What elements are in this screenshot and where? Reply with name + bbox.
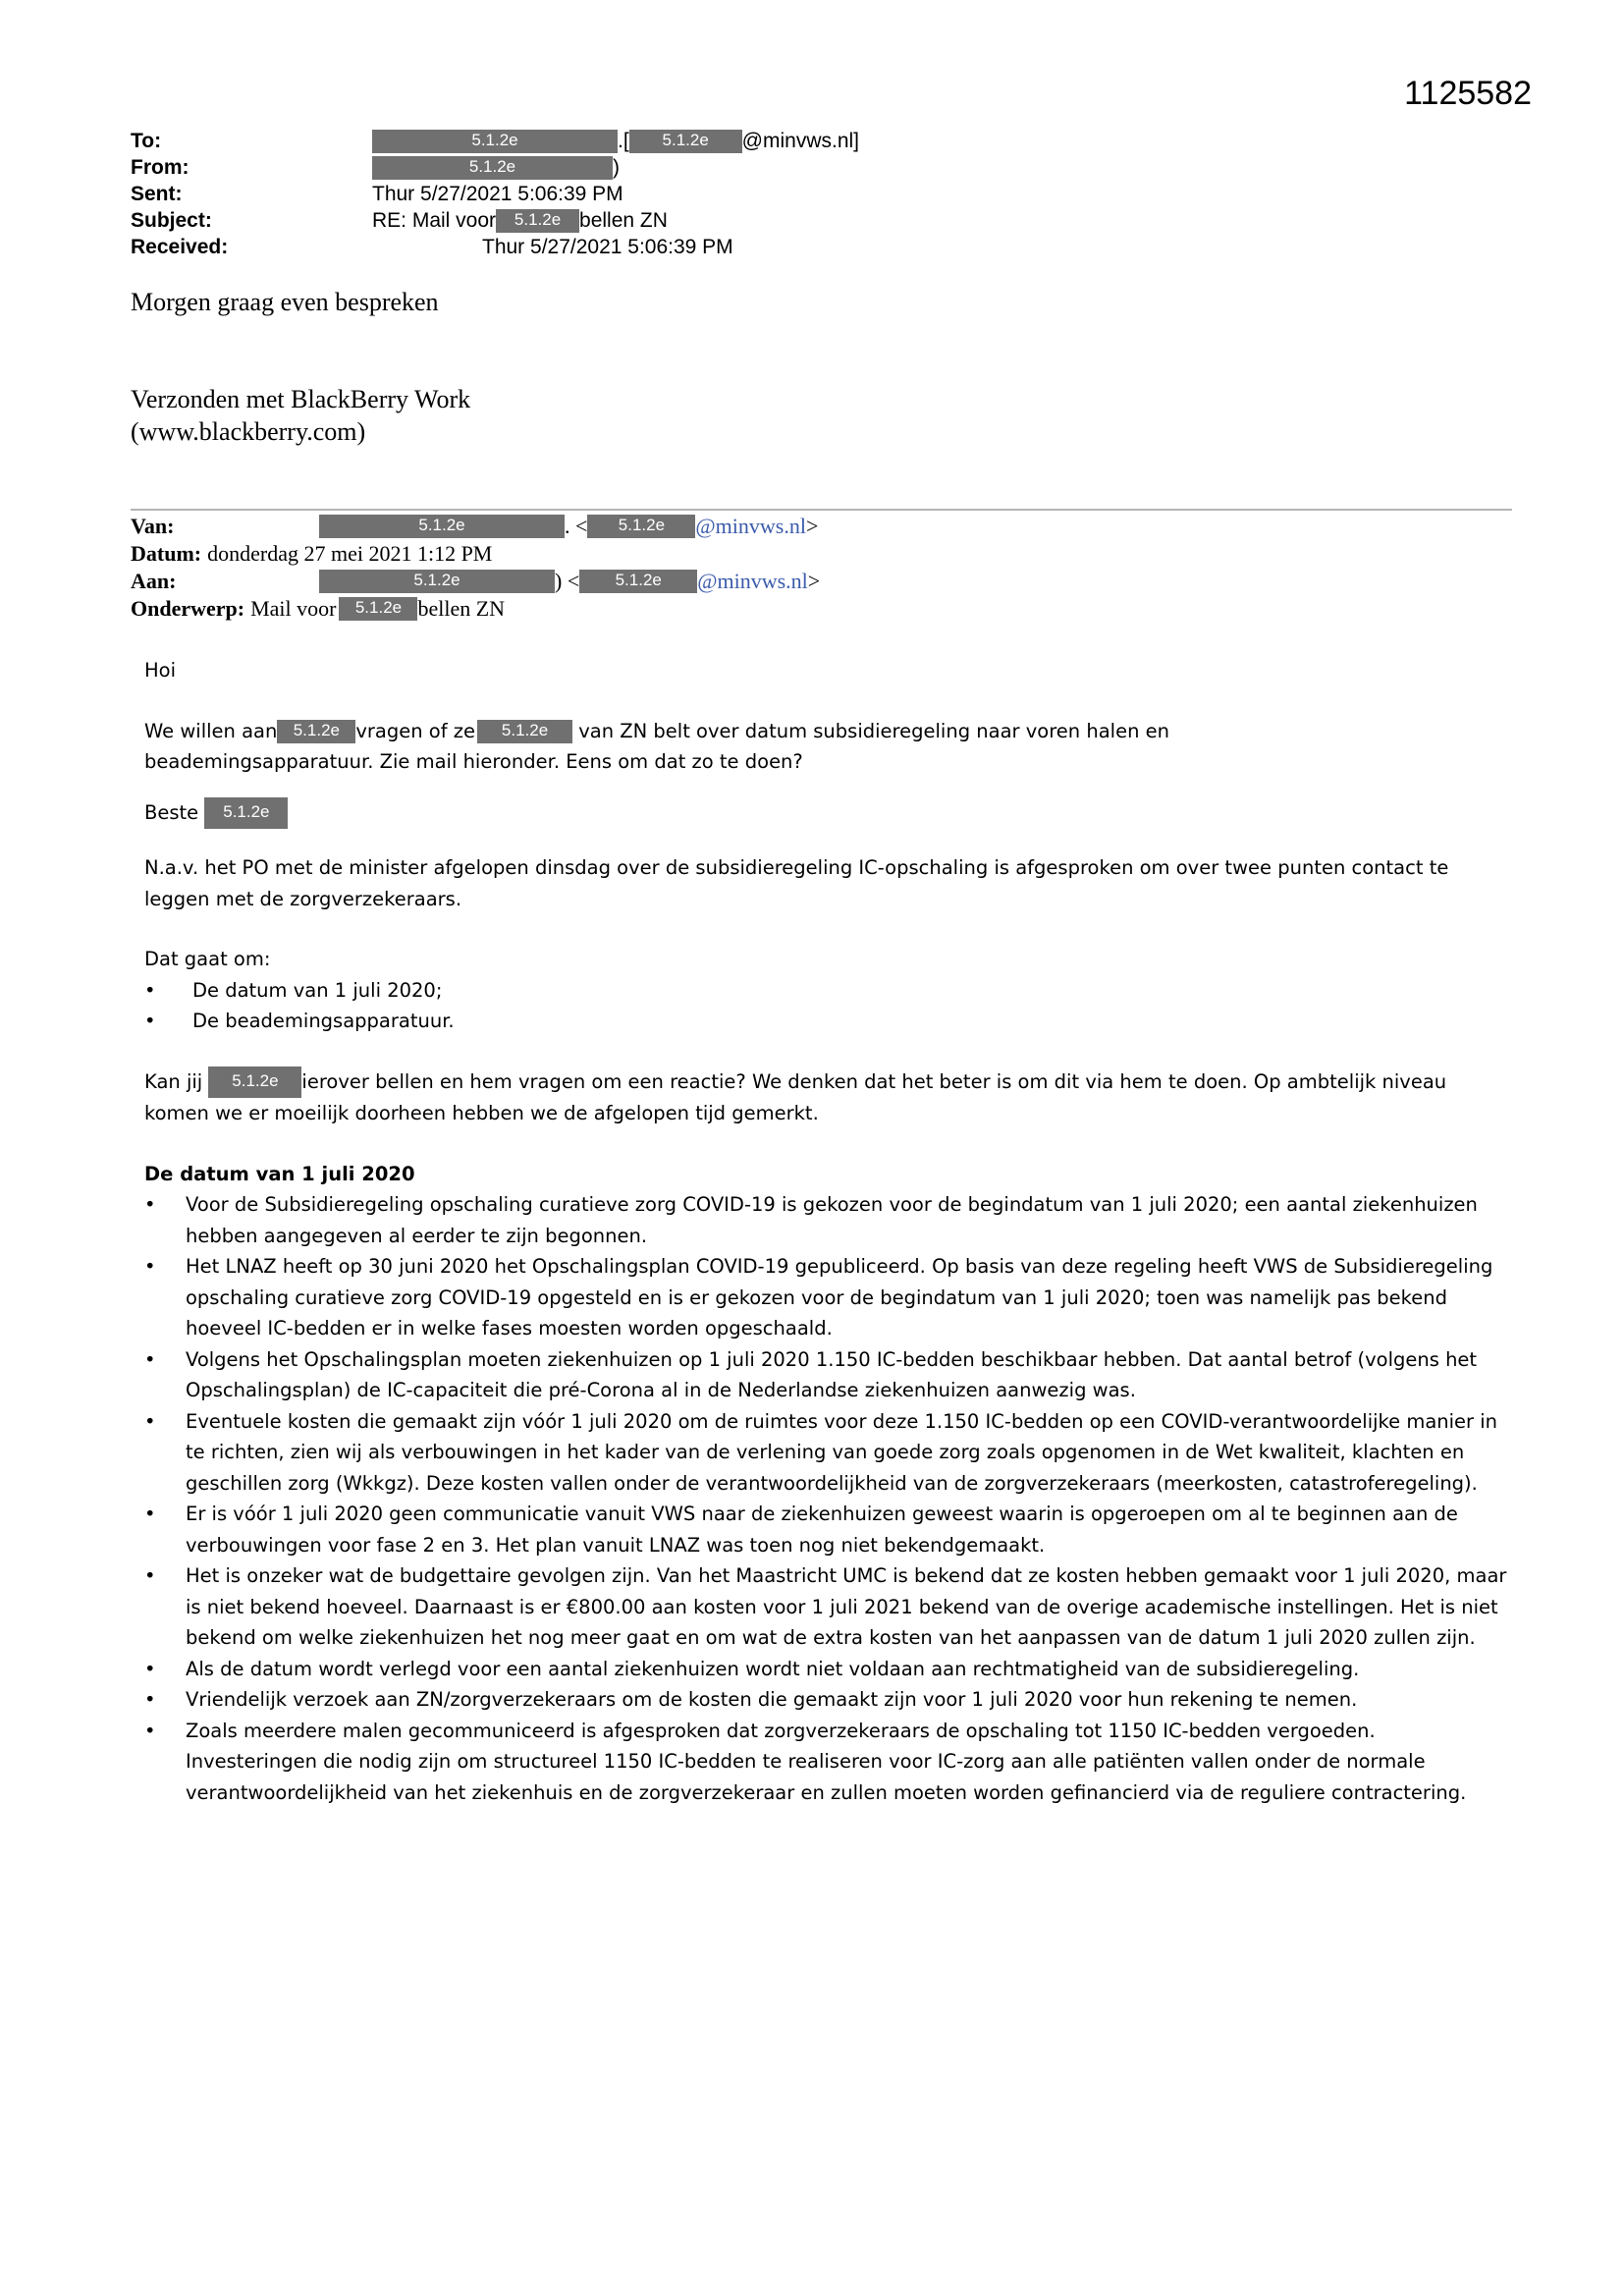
header-to-row — [131, 128, 859, 154]
list-item: • Voor de Subsidieregeling opschaling curatieve zorg COVID-19 is gekozen voor de begindatum van 1 juli 2020; een aantal ziekenhuizen hebben aangegeven al eerder te zijn begonnen. — [144, 1189, 1509, 1251]
sent-label: Sent: — [131, 183, 183, 205]
divider — [131, 509, 1512, 511]
message-body — [144, 655, 1509, 1808]
text-fragment: beademingsapparatuur. Zie mail hieronder. Eens om dat zo te doen? — [144, 750, 803, 773]
header-subject-row — [131, 207, 859, 234]
header-sent-row — [131, 181, 859, 207]
reply-text: Morgen graag even bespreken — [131, 288, 439, 316]
text-fragment: ierover bellen en hem vragen om een reactie? We denken dat het beter is om dit via hem te doen. Op ambtelijk niveau komen we er moeilijk doorheen hebben we de afgelopen tijd gemerkt. — [144, 1069, 1447, 1124]
list-item: • Volgens het Opschalingsplan moeten ziekenhuizen op 1 juli 2020 1.150 IC-bedden beschikbaar hebben. Dat aantal betrof (volgens het Opschalingsplan) de IC-capaciteit die pré-Corona al in de Nederlandse ziekenhuizen aanwezig was. — [144, 1344, 1509, 1406]
van-email-link[interactable]: @minvws.nl — [695, 514, 806, 538]
redaction-box: 5.1.2e — [208, 1066, 301, 1098]
van-label: Van: — [131, 514, 175, 538]
list-item: • Vriendelijk verzoek aan ZN/zorgverzekeraars om de kosten die gemaakt zijn voor 1 juli 2020 voor hun rekening te nemen. — [144, 1684, 1509, 1716]
list-item: • Het LNAZ heeft op 30 juni 2020 het Opschalingsplan COVID-19 gepubliceerd. Op basis van deze regeling heeft VWS de Subsidieregeling opschaling curatieve zorg COVID-19 opgesteld en is er gekozen voor de begindatum van 1 juli 2020; toen was namelijk pas bekend hoeveel IC-bedden er in welke fases moesten worden opgeschaald. — [144, 1251, 1509, 1344]
aan-close: > — [807, 569, 821, 593]
header-received-row — [131, 234, 859, 260]
aan-separator: ) < — [555, 569, 580, 593]
redaction-box: 5.1.2e — [496, 209, 579, 233]
list-item: • Er is vóór 1 juli 2020 geen communicatie vanuit VWS naar de ziekenhuizen geweest waarin is opgeroepen om al te beginnen aan de verbouwingen voor fase 2 en 3. Het plan vanuit LNAZ was toen nog niet bekendgemaakt. — [144, 1499, 1509, 1560]
fwd-van-row — [131, 513, 820, 540]
text-fragment: vragen of ze — [355, 719, 476, 742]
list-item: • De datum van 1 juli 2020; — [144, 975, 1509, 1007]
redaction-box: 5.1.2e — [477, 720, 572, 743]
van-close: > — [805, 514, 819, 538]
van-separator: . < — [565, 514, 588, 538]
redaction-box: 5.1.2e — [372, 130, 618, 153]
redaction-box: 5.1.2e — [277, 720, 355, 743]
text-fragment: van ZN belt over datum subsidieregeling naar voren halen en — [578, 719, 1169, 742]
list-item: • De beademingsapparatuur. — [144, 1006, 1509, 1037]
text-fragment: Beste — [144, 800, 199, 824]
redaction-box: 5.1.2e — [339, 597, 417, 621]
list-item: • Het is onzeker wat de budgettaire gevolgen zijn. Van het Maastricht UMC is bekend dat ze kosten hebben gemaakt voor 1 juli 2020, maar is niet bekend hoeveel. Daarnaast is er €800.00 aan kosten voor 1 juli 2021 bekend van de overige academische instellingen. Het is niet bekend om welke ziekenhuizen het nog meer gaat en om wat de extra kosten van het aanpassen van de datum 1 juli 2020 zullen zijn. — [144, 1560, 1509, 1654]
email-header — [131, 128, 859, 260]
salutation — [144, 797, 1509, 830]
to-separator: .[ — [618, 130, 629, 152]
redaction-box: 5.1.2e — [204, 797, 288, 829]
bullet-list — [144, 1189, 1509, 1808]
redaction-box: 5.1.2e — [319, 570, 555, 593]
onderwerp-prefix: Mail voor — [250, 596, 337, 621]
from-suffix: ) — [613, 156, 620, 179]
document-number: 1125582 — [1404, 75, 1532, 112]
received-value: Thur 5/27/2021 5:06:39 PM — [482, 236, 733, 258]
list-item: • Zoals meerdere malen gecommuniceerd is afgesproken dat zorgverzekeraars de opschaling tot 1150 IC-bedden vergoeden. Investeringen die nodig zijn om structureel 1150 IC-bedden te realiseren voor IC-zorg aan alle patiënten vallen onder de normale verantwoordelijkheid van het ziekenhuis en de zorgverzekeraar en zullen moeten worden gefinancierd via de reguliere contractering. — [144, 1716, 1509, 1809]
datum-value: donderdag 27 mei 2021 1:12 PM — [207, 541, 493, 566]
onderwerp-suffix: bellen ZN — [417, 596, 506, 621]
header-from-row — [131, 154, 859, 181]
points-list — [144, 975, 1509, 1037]
aan-email-link[interactable]: @minvws.nl — [697, 569, 808, 593]
fwd-aan-row — [131, 568, 820, 595]
paragraph-points-intro: Dat gaat om: — [144, 948, 271, 970]
subject-label: Subject: — [131, 209, 212, 232]
onderwerp-label: Onderwerp: — [131, 596, 245, 621]
redaction-box: 5.1.2e — [372, 156, 613, 180]
text-fragment: Kan jij — [144, 1069, 203, 1093]
to-domain: @minvws.nl] — [741, 130, 860, 152]
paragraph-request — [144, 716, 1509, 778]
greeting: Hoi — [144, 659, 177, 682]
sent-value: Thur 5/27/2021 5:06:39 PM — [372, 183, 623, 205]
list-item: • Eventuele kosten die gemaakt zijn vóór 1 juli 2020 om de ruimtes voor deze 1.150 IC-bedden op een COVID-verantwoordelijke manier in te richten, zien wij als verbouwingen in het kader van de verlening van goede zorg zoals opgenomen in de Wet kwaliteit, klachten en geschillen zorg (Wkkgz). Deze kosten vallen onder de verantwoordelijkheid van de zorgverzekeraars (meerkosten, catastroferegeling). — [144, 1406, 1509, 1500]
received-label: Received: — [131, 236, 229, 258]
section-title: De datum van 1 juli 2020 — [144, 1162, 415, 1185]
redaction-box: 5.1.2e — [579, 570, 697, 593]
paragraph-call-request — [144, 1066, 1509, 1129]
redaction-box: 5.1.2e — [629, 130, 742, 153]
list-item: • Als de datum wordt verlegd voor een aantal ziekenhuizen wordt niet voldaan aan rechtmatigheid van de subsidieregeling. — [144, 1654, 1509, 1685]
text-fragment: We willen aan — [144, 719, 278, 742]
from-label: From: — [131, 156, 189, 179]
signature-link: (www.blackberry.com) — [131, 417, 366, 446]
paragraph-context: N.a.v. het PO met de minister afgelopen dinsdag over de subsidieregeling IC-opschaling is afgesproken om over twee punten contact te leggen met de zorgverzekeraars. — [144, 856, 1449, 910]
signature — [131, 383, 470, 448]
aan-label: Aan: — [131, 569, 177, 593]
redaction-box: 5.1.2e — [587, 515, 695, 538]
to-label: To: — [131, 130, 162, 152]
forwarded-header — [131, 513, 820, 623]
datum-label: Datum: — [131, 541, 202, 566]
redaction-box: 5.1.2e — [319, 515, 565, 538]
signature-line: Verzonden met BlackBerry Work — [131, 385, 471, 413]
subject-prefix: RE: Mail voor — [372, 209, 497, 232]
subject-suffix: bellen ZN — [579, 209, 668, 232]
fwd-onderwerp-row — [131, 595, 820, 623]
fwd-datum-row — [131, 540, 820, 568]
